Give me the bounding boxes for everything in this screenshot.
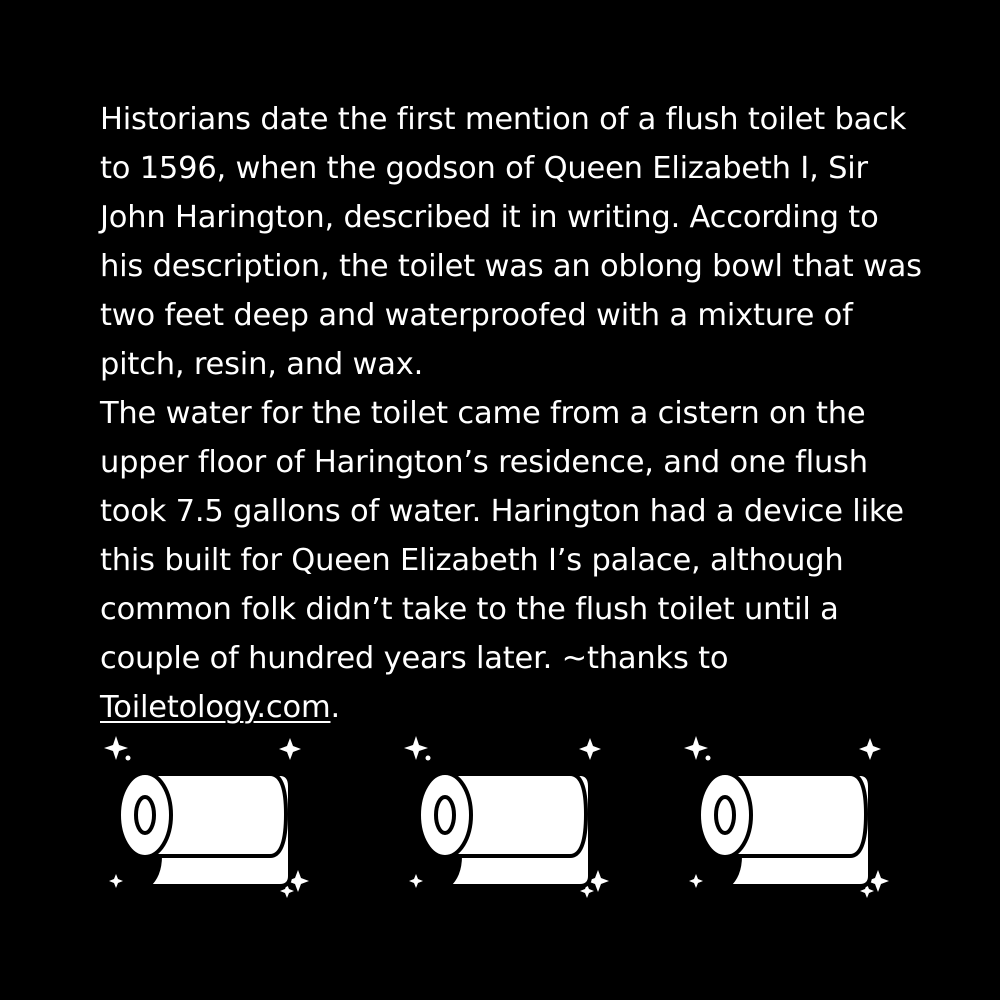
paragraph-2 — [100, 389, 930, 732]
paragraph-1-text: Historians date the first mention of a flush toilet back to 1596, when the godson of Queen Elizabeth I, Sir John Harington, described it in writing. According to his description, the toilet was an oblong bowl that was two feet deep and waterproofed with a mixture of pitch, resin, and wax. — [100, 102, 922, 382]
toilet-paper-roll-icon — [400, 734, 620, 904]
toilet-paper-roll-icon — [100, 734, 320, 904]
paragraph-1 — [100, 46, 930, 389]
paragraph-2-text: The water for the toilet came from a cistern on the upper floor of Harington’s residence, and one flush took 7.5 gallons of water. Harington had a device like this built for Queen Elizabeth I’s palace, although common folk didn’t take to the flush toilet until a couple of hundred years later. ~thanks to — [100, 396, 904, 676]
article-text — [100, 46, 930, 732]
toilet-paper-roll-icon — [680, 734, 900, 904]
toiletology-link[interactable]: Toiletology.com — [100, 690, 331, 725]
paragraph-2-end: . — [330, 690, 340, 725]
